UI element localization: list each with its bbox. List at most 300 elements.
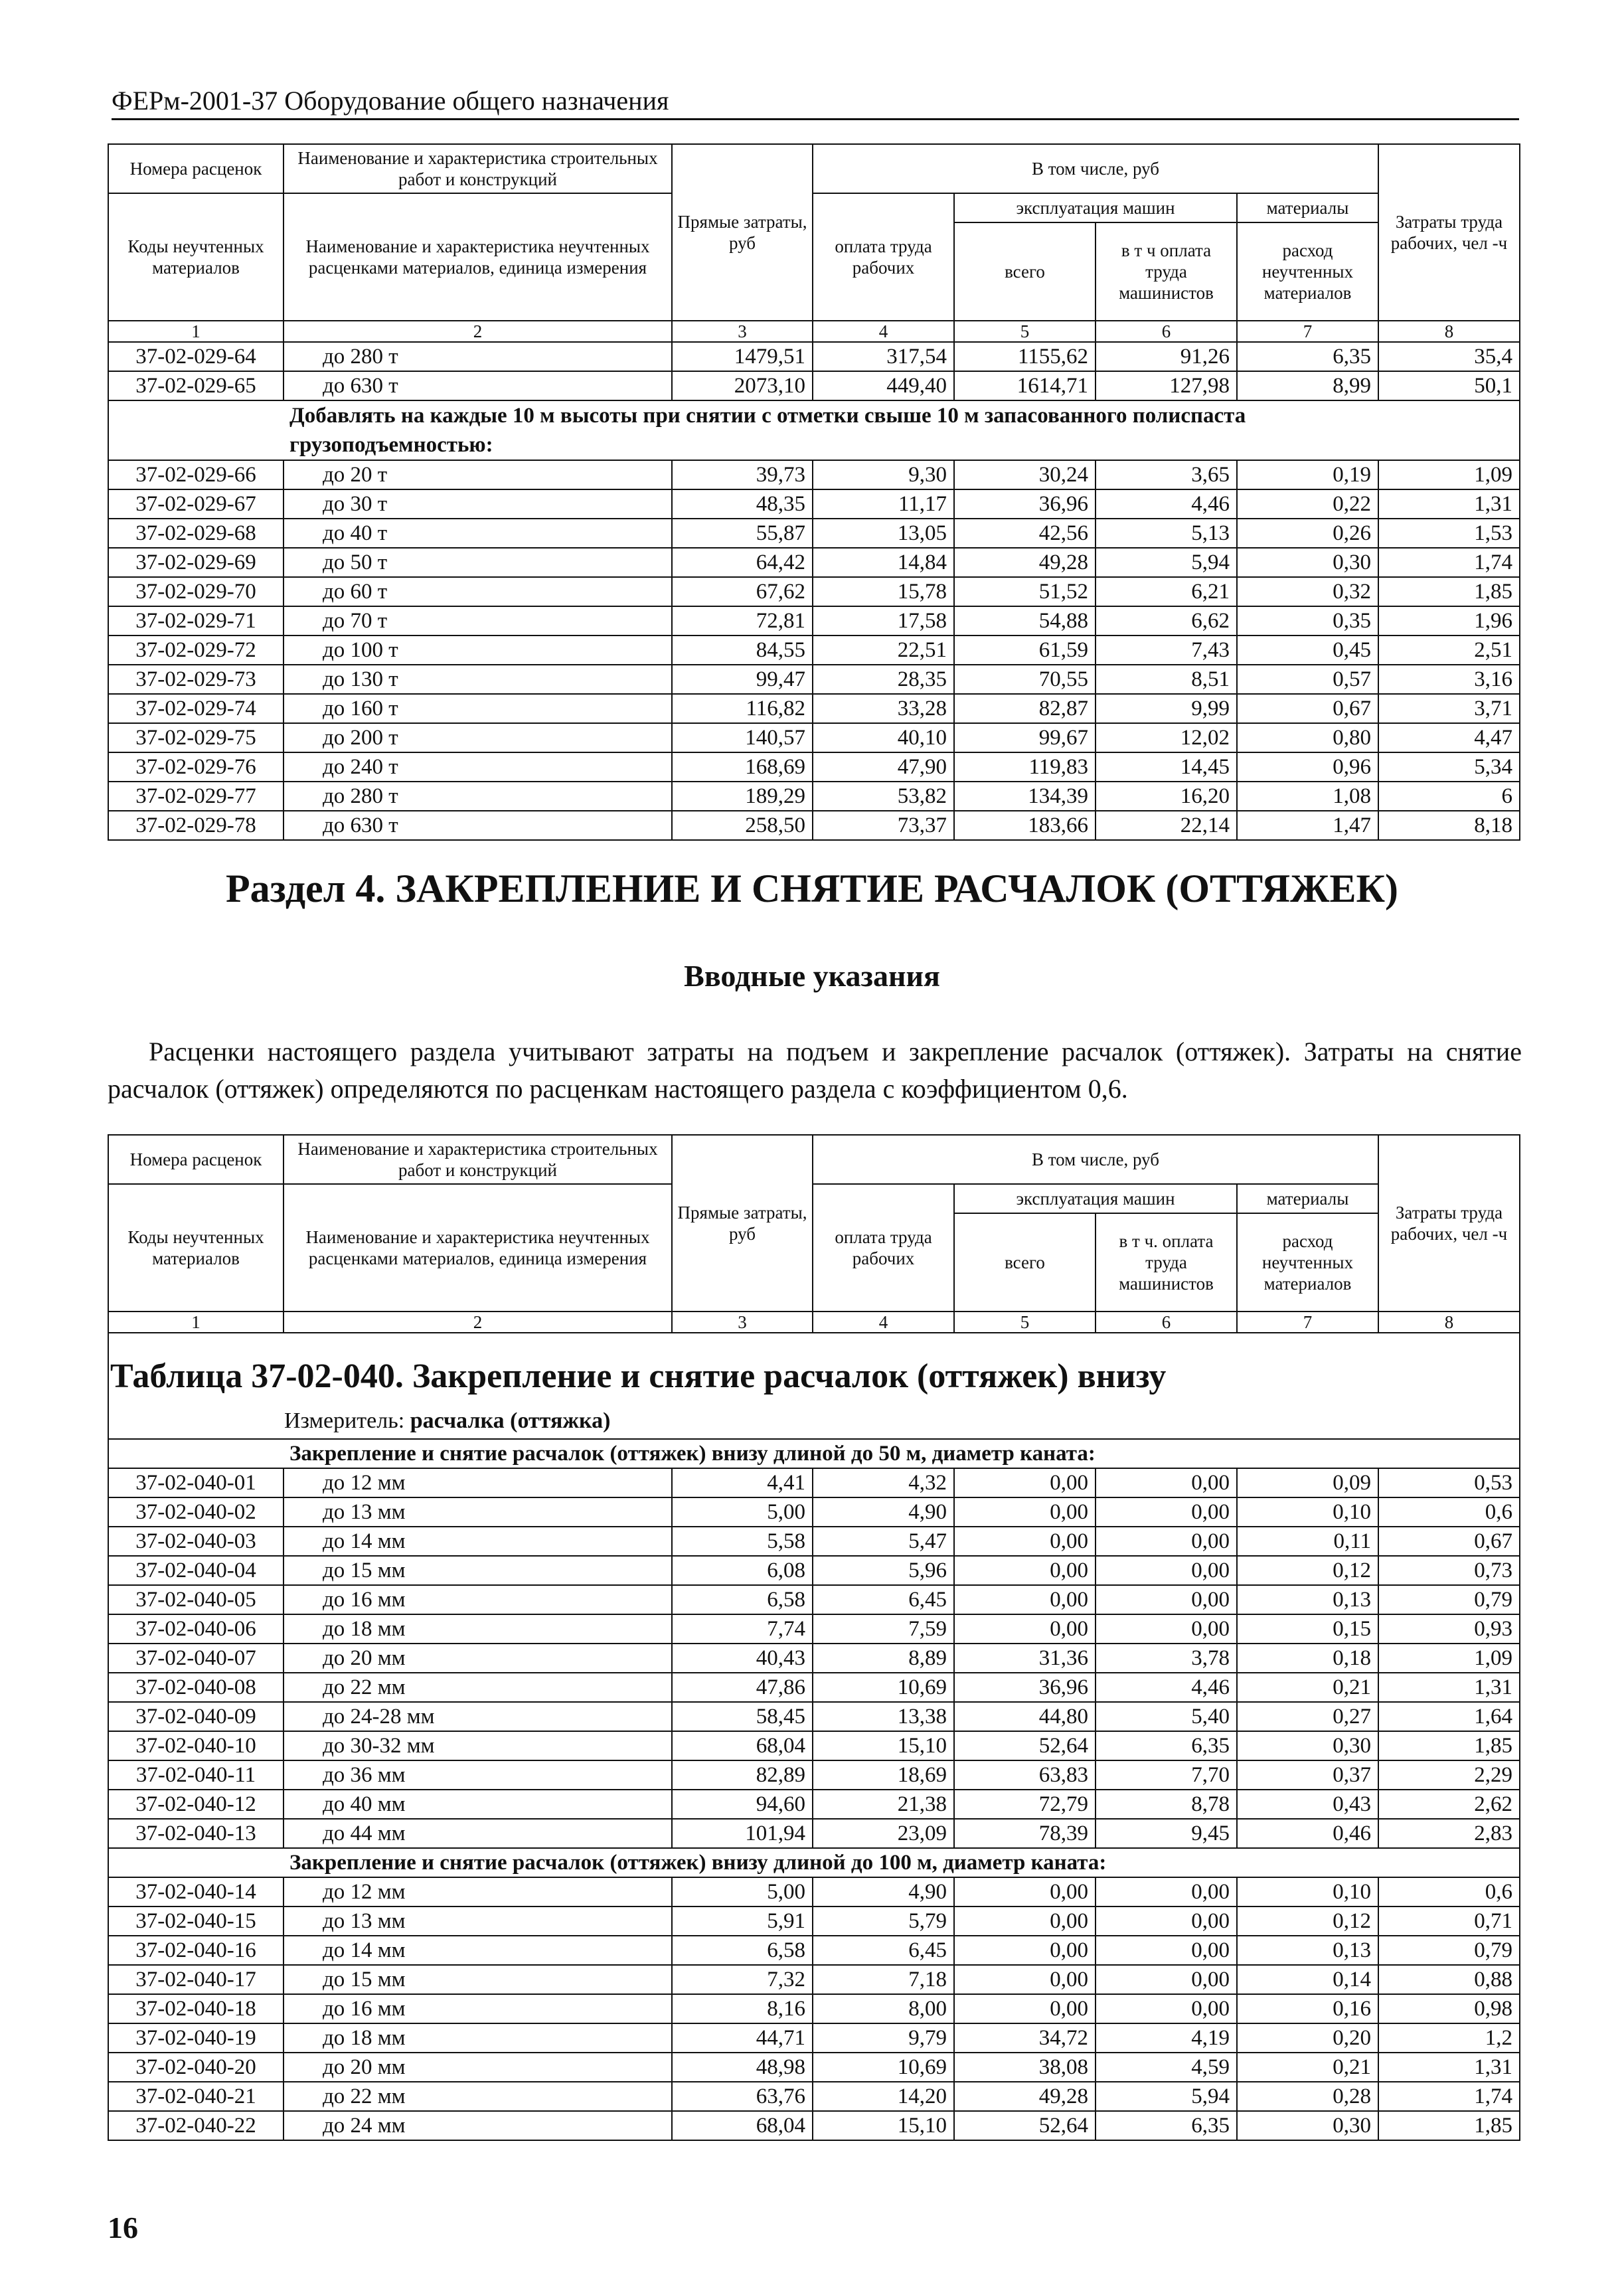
machinist-pay-cell: 0,00 (1096, 1556, 1237, 1585)
machines-total-cell: 78,39 (954, 1819, 1096, 1848)
machinist-pay-cell: 0,00 (1096, 1907, 1237, 1936)
direct-costs-cell: 5,58 (672, 1527, 813, 1556)
rate-code-cell: 37-02-040-06 (108, 1614, 284, 1644)
materials-usage-cell: 0,22 (1237, 489, 1378, 519)
direct-costs-cell: 7,74 (672, 1614, 813, 1644)
machines-total-cell: 63,83 (954, 1760, 1096, 1790)
labor-hours-cell: 1,85 (1378, 1731, 1520, 1760)
worker-pay-cell: 15,78 (813, 577, 954, 606)
direct-costs-cell: 6,08 (672, 1556, 813, 1585)
rate-name-cell: до 12 мм (284, 1877, 672, 1907)
group-heading: Добавлять на каждые 10 м высоты при снятии с отметки свыше 10 м запасованного полиспаста грузоподъемностью: (108, 400, 1520, 460)
machinist-pay-cell: 22,14 (1096, 811, 1237, 840)
table-row (108, 519, 1520, 548)
labor-hours-cell: 1,31 (1378, 489, 1520, 519)
header-codes-bottom: Коды неучтенных материалов (108, 193, 284, 321)
machinist-pay-cell: 7,43 (1096, 636, 1237, 665)
labor-hours-cell: 0,93 (1378, 1614, 1520, 1644)
direct-costs-cell: 2073,10 (672, 371, 813, 400)
header-direct-costs: Прямые затраты, руб (672, 1135, 813, 1312)
direct-costs-cell: 44,71 (672, 2023, 813, 2053)
materials-usage-cell: 0,30 (1237, 2111, 1378, 2140)
rate-name-cell: до 130 т (284, 665, 672, 694)
machinist-pay-cell: 6,62 (1096, 606, 1237, 636)
table-row (108, 548, 1520, 577)
table-row (108, 723, 1520, 752)
materials-usage-cell: 0,30 (1237, 548, 1378, 577)
rate-code-cell: 37-02-029-78 (108, 811, 284, 840)
rows-group-b (108, 460, 1520, 840)
rate-name-cell: до 280 т (284, 342, 672, 371)
rate-code-cell: 37-02-040-07 (108, 1644, 284, 1673)
machinist-pay-cell: 5,94 (1096, 2082, 1237, 2111)
worker-pay-cell: 10,69 (813, 2053, 954, 2082)
materials-usage-cell: 0,12 (1237, 1556, 1378, 1585)
header-including: В том числе, руб (813, 1135, 1378, 1184)
machines-total-cell: 0,00 (954, 1994, 1096, 2023)
direct-costs-cell: 55,87 (672, 519, 813, 548)
labor-hours-cell: 1,85 (1378, 577, 1520, 606)
rate-code-cell: 37-02-040-01 (108, 1468, 284, 1497)
rate-code-cell: 37-02-040-12 (108, 1790, 284, 1819)
header-codes-top: Номера расценок (108, 1135, 284, 1184)
labor-hours-cell: 2,29 (1378, 1760, 1520, 1790)
group-heading-1-block (108, 1439, 1520, 1468)
machinist-pay-cell: 3,65 (1096, 460, 1237, 489)
machines-total-cell: 54,88 (954, 606, 1096, 636)
direct-costs-cell: 47,86 (672, 1673, 813, 1702)
rate-code-cell: 37-02-040-17 (108, 1965, 284, 1994)
materials-usage-cell: 0,26 (1237, 519, 1378, 548)
table-row (108, 1556, 1520, 1585)
machinist-pay-cell: 4,59 (1096, 2053, 1237, 2082)
rate-name-cell: до 16 мм (284, 1585, 672, 1614)
machines-total-cell: 36,96 (954, 489, 1096, 519)
rate-code-cell: 37-02-029-72 (108, 636, 284, 665)
machinist-pay-cell: 127,98 (1096, 371, 1237, 400)
labor-hours-cell: 50,1 (1378, 371, 1520, 400)
labor-hours-cell: 1,09 (1378, 460, 1520, 489)
labor-hours-cell: 3,71 (1378, 694, 1520, 723)
worker-pay-cell: 9,30 (813, 460, 954, 489)
rate-name-cell: до 13 мм (284, 1497, 672, 1527)
machinist-pay-cell: 0,00 (1096, 1965, 1237, 1994)
rate-name-cell: до 40 мм (284, 1790, 672, 1819)
column-index-row (108, 321, 1520, 342)
direct-costs-cell: 68,04 (672, 2111, 813, 2140)
materials-usage-cell: 0,21 (1237, 2053, 1378, 2082)
direct-costs-cell: 58,45 (672, 1702, 813, 1731)
rate-name-cell: до 40 т (284, 519, 672, 548)
worker-pay-cell: 9,79 (813, 2023, 954, 2053)
worker-pay-cell: 14,84 (813, 548, 954, 577)
direct-costs-cell: 68,04 (672, 1731, 813, 1760)
rate-code-cell: 37-02-029-66 (108, 460, 284, 489)
column-index-cell: 5 (954, 321, 1096, 342)
table-title-block (108, 1333, 1520, 1439)
direct-costs-cell: 99,47 (672, 665, 813, 694)
labor-hours-cell: 1,96 (1378, 606, 1520, 636)
page-number: 16 (108, 2211, 138, 2245)
worker-pay-cell: 13,05 (813, 519, 954, 548)
machinist-pay-cell: 4,46 (1096, 1673, 1237, 1702)
rate-code-cell: 37-02-040-09 (108, 1702, 284, 1731)
table-row (108, 1673, 1520, 1702)
table-header (108, 1135, 1520, 1312)
table-row (108, 694, 1520, 723)
machinist-pay-cell: 8,51 (1096, 665, 1237, 694)
direct-costs-cell: 67,62 (672, 577, 813, 606)
labor-hours-cell: 0,79 (1378, 1936, 1520, 1965)
machinist-pay-cell: 0,00 (1096, 1877, 1237, 1907)
column-index-cell: 3 (672, 321, 813, 342)
rate-code-cell: 37-02-029-68 (108, 519, 284, 548)
worker-pay-cell: 317,54 (813, 342, 954, 371)
worker-pay-cell: 15,10 (813, 2111, 954, 2140)
machines-total-cell: 82,87 (954, 694, 1096, 723)
column-index-row (108, 321, 1520, 342)
labor-hours-cell: 1,74 (1378, 2082, 1520, 2111)
header-machines: эксплуатация машин (954, 193, 1237, 222)
header-machines: эксплуатация машин (954, 1184, 1237, 1213)
worker-pay-cell: 18,69 (813, 1760, 954, 1790)
rate-code-cell: 37-02-040-02 (108, 1497, 284, 1527)
machinist-pay-cell: 8,78 (1096, 1790, 1237, 1819)
machinist-pay-cell: 0,00 (1096, 1497, 1237, 1527)
rate-code-cell: 37-02-029-70 (108, 577, 284, 606)
rate-name-cell: до 240 т (284, 752, 672, 782)
direct-costs-cell: 48,98 (672, 2053, 813, 2082)
materials-usage-cell: 0,28 (1237, 2082, 1378, 2111)
machines-total-cell: 1155,62 (954, 342, 1096, 371)
table-row (108, 2023, 1520, 2053)
column-index-cell: 2 (284, 1312, 672, 1333)
materials-usage-cell: 0,11 (1237, 1527, 1378, 1556)
rate-code-cell: 37-02-029-74 (108, 694, 284, 723)
materials-usage-cell: 0,57 (1237, 665, 1378, 694)
materials-usage-cell: 0,46 (1237, 1819, 1378, 1848)
column-index-cell: 7 (1237, 321, 1378, 342)
rate-code-cell: 37-02-029-77 (108, 782, 284, 811)
materials-usage-cell: 0,21 (1237, 1673, 1378, 1702)
machines-total-cell: 36,96 (954, 1673, 1096, 1702)
rate-name-cell: до 24-28 мм (284, 1702, 672, 1731)
table-row (108, 1907, 1520, 1936)
rate-code-cell: 37-02-029-75 (108, 723, 284, 752)
worker-pay-cell: 8,89 (813, 1644, 954, 1673)
header-materials: материалы (1237, 193, 1378, 222)
machines-total-cell: 61,59 (954, 636, 1096, 665)
materials-usage-cell: 0,32 (1237, 577, 1378, 606)
rate-name-cell: до 630 т (284, 371, 672, 400)
header-materials-usage: расход неучтенных материалов (1237, 222, 1378, 321)
rate-code-cell: 37-02-040-03 (108, 1527, 284, 1556)
rate-code-cell: 37-02-029-67 (108, 489, 284, 519)
direct-costs-cell: 39,73 (672, 460, 813, 489)
header-including: В том числе, руб (813, 144, 1378, 193)
column-index-cell: 7 (1237, 1312, 1378, 1333)
header-labor: Затраты труда рабочих, чел -ч (1378, 1135, 1520, 1312)
direct-costs-cell: 189,29 (672, 782, 813, 811)
labor-hours-cell: 6 (1378, 782, 1520, 811)
measure-value: расчалка (оттяжка) (410, 1408, 611, 1433)
rates-table-lower (108, 1134, 1520, 2141)
rates-table-upper (108, 143, 1520, 841)
rate-code-cell: 37-02-029-69 (108, 548, 284, 577)
rate-code-cell: 37-02-029-64 (108, 342, 284, 371)
worker-pay-cell: 17,58 (813, 606, 954, 636)
materials-usage-cell: 0,13 (1237, 1585, 1378, 1614)
direct-costs-cell: 4,41 (672, 1468, 813, 1497)
direct-costs-cell: 5,00 (672, 1877, 813, 1907)
direct-costs-cell: 6,58 (672, 1585, 813, 1614)
worker-pay-cell: 23,09 (813, 1819, 954, 1848)
labor-hours-cell: 2,51 (1378, 636, 1520, 665)
table-row (108, 371, 1520, 400)
column-index-cell: 1 (108, 1312, 284, 1333)
direct-costs-cell: 63,76 (672, 2082, 813, 2111)
rate-code-cell: 37-02-040-04 (108, 1556, 284, 1585)
rate-name-cell: до 15 мм (284, 1556, 672, 1585)
machinist-pay-cell: 0,00 (1096, 1585, 1237, 1614)
labor-hours-cell: 1,85 (1378, 2111, 1520, 2140)
worker-pay-cell: 7,18 (813, 1965, 954, 1994)
machinist-pay-cell: 5,40 (1096, 1702, 1237, 1731)
direct-costs-cell: 5,00 (672, 1497, 813, 1527)
labor-hours-cell: 0,73 (1378, 1556, 1520, 1585)
materials-usage-cell: 0,12 (1237, 1907, 1378, 1936)
machinist-pay-cell: 5,13 (1096, 519, 1237, 548)
rate-name-cell: до 14 мм (284, 1936, 672, 1965)
materials-usage-cell: 1,47 (1237, 811, 1378, 840)
table-row (108, 1702, 1520, 1731)
machinist-pay-cell: 6,35 (1096, 2111, 1237, 2140)
worker-pay-cell: 22,51 (813, 636, 954, 665)
direct-costs-cell: 168,69 (672, 752, 813, 782)
direct-costs-cell: 84,55 (672, 636, 813, 665)
machines-total-cell: 183,66 (954, 811, 1096, 840)
rate-name-cell: до 100 т (284, 636, 672, 665)
column-index-cell: 2 (284, 321, 672, 342)
header-mach-total: всего (954, 1213, 1096, 1312)
machines-total-cell: 70,55 (954, 665, 1096, 694)
rate-code-cell: 37-02-040-05 (108, 1585, 284, 1614)
rate-name-cell: до 15 мм (284, 1965, 672, 1994)
machines-total-cell: 0,00 (954, 1556, 1096, 1585)
labor-hours-cell: 1,74 (1378, 548, 1520, 577)
labor-hours-cell: 0,6 (1378, 1497, 1520, 1527)
machines-total-cell: 0,00 (954, 1936, 1096, 1965)
rate-name-cell: до 16 мм (284, 1994, 672, 2023)
machines-total-cell: 0,00 (954, 1468, 1096, 1497)
table-row (108, 1994, 1520, 2023)
machinist-pay-cell: 12,02 (1096, 723, 1237, 752)
labor-hours-cell: 5,34 (1378, 752, 1520, 782)
labor-hours-cell: 0,88 (1378, 1965, 1520, 1994)
worker-pay-cell: 11,17 (813, 489, 954, 519)
header-pay: оплата труда рабочих (813, 193, 954, 321)
machinist-pay-cell: 7,70 (1096, 1760, 1237, 1790)
column-index-cell: 8 (1378, 1312, 1520, 1333)
column-index-row (108, 1312, 1520, 1333)
materials-usage-cell: 6,35 (1237, 342, 1378, 371)
rate-name-cell: до 630 т (284, 811, 672, 840)
column-index-cell: 4 (813, 321, 954, 342)
rate-name-cell: до 12 мм (284, 1468, 672, 1497)
worker-pay-cell: 6,45 (813, 1585, 954, 1614)
table-row (108, 782, 1520, 811)
machinist-pay-cell: 0,00 (1096, 1527, 1237, 1556)
machinist-pay-cell: 4,46 (1096, 489, 1237, 519)
machinist-pay-cell: 91,26 (1096, 342, 1237, 371)
rate-code-cell: 37-02-040-22 (108, 2111, 284, 2140)
rate-name-cell: до 50 т (284, 548, 672, 577)
direct-costs-cell: 72,81 (672, 606, 813, 636)
table-row (108, 606, 1520, 636)
rows-group-1 (108, 1468, 1520, 1848)
machines-total-cell: 0,00 (954, 1614, 1096, 1644)
labor-hours-cell: 0,79 (1378, 1585, 1520, 1614)
rate-name-cell: до 200 т (284, 723, 672, 752)
machinist-pay-cell: 3,78 (1096, 1644, 1237, 1673)
direct-costs-cell: 5,91 (672, 1907, 813, 1936)
header-labor: Затраты труда рабочих, чел -ч (1378, 144, 1520, 321)
labor-hours-cell: 4,47 (1378, 723, 1520, 752)
materials-usage-cell: 0,18 (1237, 1644, 1378, 1673)
direct-costs-cell: 6,58 (672, 1936, 813, 1965)
materials-usage-cell: 0,80 (1237, 723, 1378, 752)
group-heading: Закрепление и снятие расчалок (оттяжек) внизу длиной до 100 м, диаметр каната: (108, 1848, 1520, 1877)
machines-total-cell: 52,64 (954, 1731, 1096, 1760)
machines-total-cell: 1614,71 (954, 371, 1096, 400)
direct-costs-cell: 64,42 (672, 548, 813, 577)
table-row (108, 665, 1520, 694)
direct-costs-cell: 258,50 (672, 811, 813, 840)
group-heading: Закрепление и снятие расчалок (оттяжек) внизу длиной до 50 м, диаметр каната: (108, 1439, 1520, 1468)
table-row (108, 752, 1520, 782)
header-name-bottom: Наименование и характеристика неучтенных расценками материалов, единица измерения (284, 1184, 672, 1312)
labor-hours-cell: 1,31 (1378, 1673, 1520, 1702)
machines-total-cell: 52,64 (954, 2111, 1096, 2140)
machines-total-cell: 0,00 (954, 1585, 1096, 1614)
rate-name-cell: до 160 т (284, 694, 672, 723)
table-row (108, 1585, 1520, 1614)
labor-hours-cell: 0,53 (1378, 1468, 1520, 1497)
machines-total-cell: 51,52 (954, 577, 1096, 606)
worker-pay-cell: 5,96 (813, 1556, 954, 1585)
table-row (108, 1644, 1520, 1673)
machines-total-cell: 0,00 (954, 1965, 1096, 1994)
machinist-pay-cell: 0,00 (1096, 1936, 1237, 1965)
labor-hours-cell: 8,18 (1378, 811, 1520, 840)
table-title-cell (108, 1333, 1520, 1439)
materials-usage-cell: 1,08 (1237, 782, 1378, 811)
rate-name-cell: до 13 мм (284, 1907, 672, 1936)
materials-usage-cell: 0,43 (1237, 1790, 1378, 1819)
table-row (108, 489, 1520, 519)
worker-pay-cell: 5,79 (813, 1907, 954, 1936)
rows-group-a (108, 342, 1520, 400)
column-index-cell: 6 (1096, 321, 1237, 342)
header-mach-pay: в т ч оплата труда машинистов (1096, 222, 1237, 321)
table-row (108, 1790, 1520, 1819)
rate-code-cell: 37-02-029-73 (108, 665, 284, 694)
machines-total-cell: 30,24 (954, 460, 1096, 489)
header-name-top: Наименование и характеристика строительных работ и конструкций (284, 144, 672, 193)
table-row (108, 1731, 1520, 1760)
worker-pay-cell: 4,90 (813, 1497, 954, 1527)
worker-pay-cell: 7,59 (813, 1614, 954, 1644)
machinist-pay-cell: 6,21 (1096, 577, 1237, 606)
machinist-pay-cell: 14,45 (1096, 752, 1237, 782)
table-row (108, 636, 1520, 665)
machines-total-cell: 0,00 (954, 1877, 1096, 1907)
direct-costs-cell: 8,16 (672, 1994, 813, 2023)
header-name-top: Наименование и характеристика строительных работ и конструкций (284, 1135, 672, 1184)
machines-total-cell: 42,56 (954, 519, 1096, 548)
header-direct-costs: Прямые затраты, руб (672, 144, 813, 321)
worker-pay-cell: 8,00 (813, 1994, 954, 2023)
measure-line (110, 1406, 1519, 1438)
table-row (108, 1877, 1520, 1907)
column-index-cell: 6 (1096, 1312, 1237, 1333)
measure-label: Измеритель: (284, 1408, 405, 1433)
worker-pay-cell: 449,40 (813, 371, 954, 400)
materials-usage-cell: 0,10 (1237, 1877, 1378, 1907)
table-row (108, 2082, 1520, 2111)
table-row (108, 2053, 1520, 2082)
machines-total-cell: 0,00 (954, 1527, 1096, 1556)
machinist-pay-cell: 9,99 (1096, 694, 1237, 723)
labor-hours-cell: 1,09 (1378, 1644, 1520, 1673)
materials-usage-cell: 0,35 (1237, 606, 1378, 636)
machines-total-cell: 34,72 (954, 2023, 1096, 2053)
table-row (108, 1497, 1520, 1527)
rate-code-cell: 37-02-040-15 (108, 1907, 284, 1936)
worker-pay-cell: 33,28 (813, 694, 954, 723)
machinist-pay-cell: 16,20 (1096, 782, 1237, 811)
materials-usage-cell: 0,67 (1237, 694, 1378, 723)
header-name-bottom: Наименование и характеристика неучтенных расценками материалов, единица измерения (284, 193, 672, 321)
machinist-pay-cell: 4,19 (1096, 2023, 1237, 2053)
worker-pay-cell: 53,82 (813, 782, 954, 811)
header-mach-pay: в т ч. оплата труда машинистов (1096, 1213, 1237, 1312)
materials-usage-cell: 0,09 (1237, 1468, 1378, 1497)
column-index-cell: 3 (672, 1312, 813, 1333)
worker-pay-cell: 15,10 (813, 1731, 954, 1760)
rows-group-2 (108, 1877, 1520, 2140)
machines-total-cell: 38,08 (954, 2053, 1096, 2082)
direct-costs-cell: 82,89 (672, 1760, 813, 1790)
worker-pay-cell: 13,38 (813, 1702, 954, 1731)
machinist-pay-cell: 6,35 (1096, 1731, 1237, 1760)
direct-costs-cell: 1479,51 (672, 342, 813, 371)
materials-usage-cell: 0,10 (1237, 1497, 1378, 1527)
rate-code-cell: 37-02-029-65 (108, 371, 284, 400)
rate-name-cell: до 22 мм (284, 2082, 672, 2111)
rate-code-cell: 37-02-040-16 (108, 1936, 284, 1965)
rate-name-cell: до 20 мм (284, 2053, 672, 2082)
column-index-cell: 8 (1378, 321, 1520, 342)
table-row (108, 342, 1520, 371)
machines-total-cell: 99,67 (954, 723, 1096, 752)
materials-usage-cell: 0,37 (1237, 1760, 1378, 1790)
labor-hours-cell: 2,83 (1378, 1819, 1520, 1848)
table-row (108, 811, 1520, 840)
header-codes-bottom: Коды неучтенных материалов (108, 1184, 284, 1312)
table-row (108, 1965, 1520, 1994)
rate-code-cell: 37-02-029-71 (108, 606, 284, 636)
